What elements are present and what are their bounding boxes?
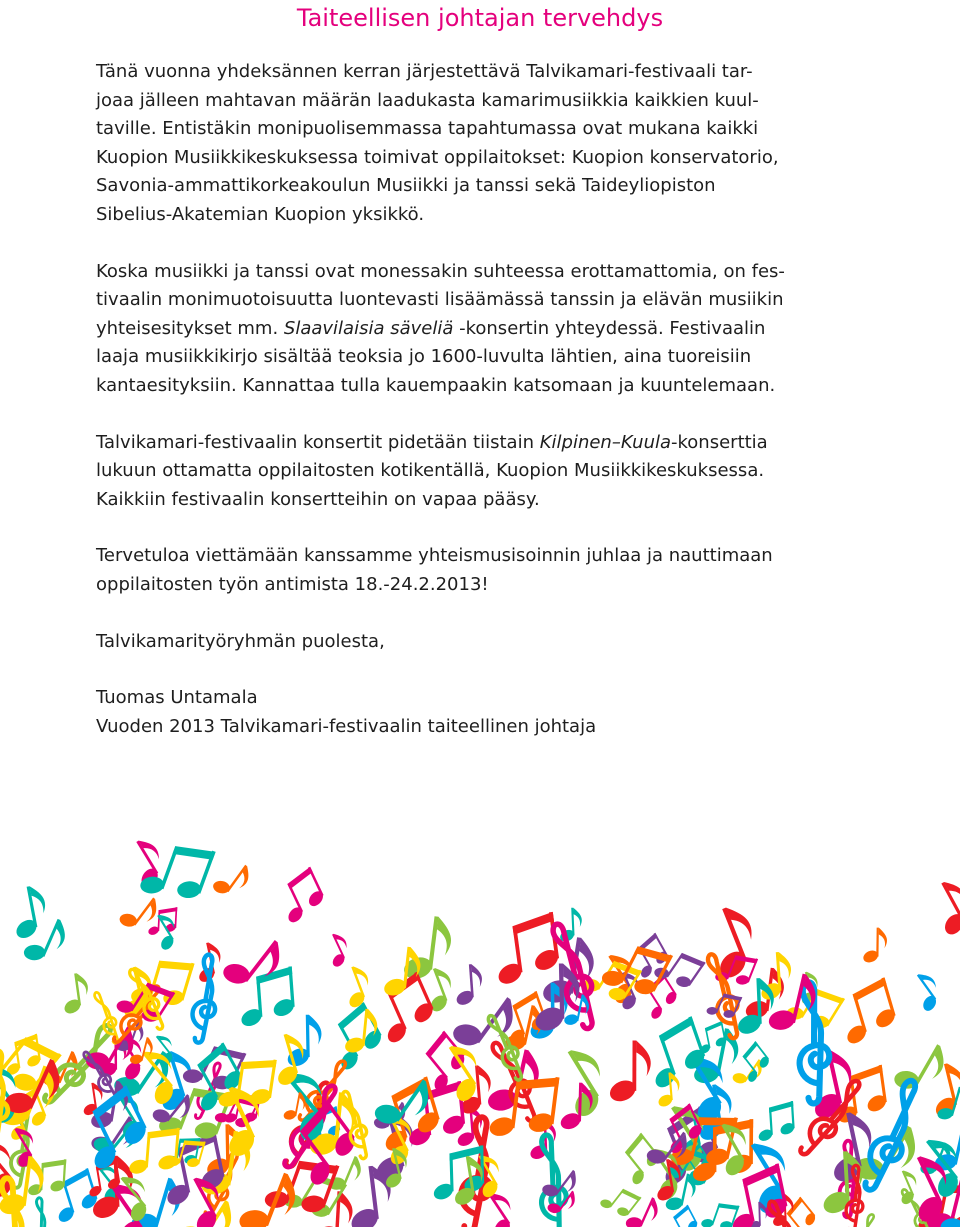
text-segment: -konserttia [671, 431, 768, 453]
text-line: Tervetuloa viettämään kanssamme yhteismusisoinnin juhlaa ja nauttimaan [96, 545, 773, 567]
beamed-notes-icon [650, 941, 707, 998]
music-note-icon [904, 969, 948, 1016]
text-line [96, 315, 886, 344]
closing-line [96, 628, 886, 657]
paragraph-welcome [96, 542, 886, 599]
music-note-icon [696, 902, 767, 986]
text-line: laaja musiikkikirjo sisältää teoksia jo 1600-luvulta lähtien, aina tuoreisiin [96, 346, 752, 368]
music-note-icon [6, 884, 51, 943]
text-line: tivaalin monimuotoisuutta luontevasti lisäämässä tanssin ja elävän musiikin [96, 289, 784, 311]
letter-body [96, 58, 886, 769]
text-line: oppilaitosten työn antimista 18.-24.2.2013! [96, 573, 489, 595]
music-note-icon [607, 1040, 651, 1105]
music-note-icon [887, 1032, 952, 1104]
text-line: kantaesityksiin. Kannattaa tulla kauempaakin katsomaan ja kuuntelemaan. [96, 374, 776, 396]
text-line: Sibelius-Akatemian Kuopion yksikkö. [96, 203, 425, 225]
music-note-icon [336, 963, 377, 1012]
music-notes-icon [0, 830, 960, 1227]
music-note-icon [18, 911, 71, 972]
text-line: taville. Entistäkin monipuolisemmassa tapahtumassa ovat mukana kaikki [96, 118, 759, 140]
concert-title: Slaavilaisia säveliä [283, 317, 454, 339]
beamed-notes-icon [0, 1034, 44, 1078]
text-line [96, 429, 886, 458]
text-line: Koska musiikki ja tanssi ovat monessakin suhteessa erottamattomia, on fes- [96, 260, 785, 282]
signature-block [96, 684, 886, 741]
concert-title: Kilpinen–Kuula [539, 431, 672, 453]
page-title: Taiteellisen johtajan tervehdys [296, 4, 664, 32]
treble-clef-icon [31, 1197, 50, 1227]
beamed-notes-icon [270, 866, 331, 927]
text-segment: yhteisesitykset mm. [96, 317, 284, 339]
text-line: joaa jälleen mahtavan määrän laadukasta kamarimusiikkia kaikkien kuul- [96, 89, 759, 111]
music-note-icon [215, 924, 289, 1002]
treble-clef-icon [191, 954, 219, 1044]
music-note-icon [232, 1163, 303, 1227]
paragraph-venue [96, 429, 886, 515]
text-line: Savonia-ammattikorkeakoulun Musiikki ja tanssi sekä Taideyliopiston [96, 175, 716, 197]
text-line: lukuun ottamatta oppilaitosten kotikentällä, Kuopion Musiikkikeskuksessa. [96, 460, 765, 482]
beamed-notes-icon [831, 977, 903, 1049]
beamed-notes-icon [755, 1101, 797, 1143]
text-line: Kaikkiin festivaalin konsertteihin on vapaa pääsy. [96, 488, 540, 510]
music-note-icon [861, 927, 887, 965]
text-segment: Talvikamari-festivaalin konsertit pidetään tiistain [96, 431, 540, 453]
music-note-icon [889, 1167, 924, 1208]
music-notes-illustration [0, 830, 960, 1227]
music-note-icon [922, 876, 960, 941]
beamed-notes-icon [488, 912, 565, 989]
text-line: Kuopion Musiikkikeskuksessa toimivat oppilaitokset: Kuopion konservatorio, [96, 146, 779, 168]
music-note-icon [320, 931, 355, 971]
beamed-notes-icon [45, 1168, 103, 1227]
music-note-icon [621, 1191, 662, 1227]
music-note-icon [58, 972, 92, 1017]
text-segment: -konsertin yhteydessä. Festivaalin [453, 317, 766, 339]
music-note-icon [208, 855, 255, 905]
music-note-icon [452, 963, 484, 1008]
signature-role: Vuoden 2013 Talvikamari-festivaalin taiteellinen johtaja [96, 715, 597, 737]
closing-text: Talvikamarityöryhmän puolesta, [96, 630, 385, 652]
signature-name: Tuomas Untamala [96, 687, 258, 709]
paragraph-intro [96, 58, 886, 230]
paragraph-dance [96, 258, 886, 401]
text-line: Tänä vuonna yhdeksännen kerran järjestettävä Talvikamari-festivaali tar- [96, 61, 753, 82]
